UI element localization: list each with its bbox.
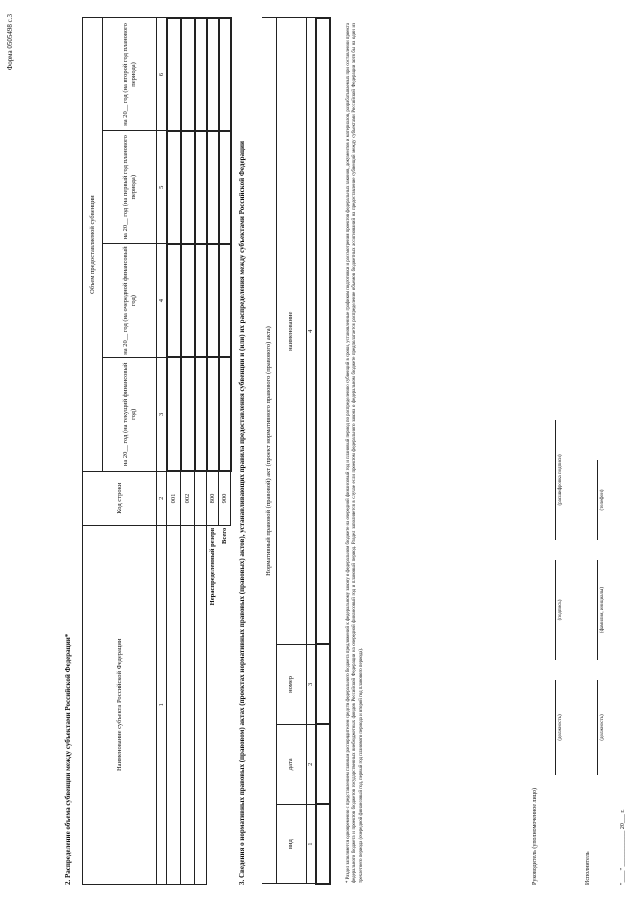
head-label: Руководитель (уполномоченное лицо) xyxy=(532,788,538,885)
head-position-caption: (должность) xyxy=(558,714,563,741)
value-cell[interactable] xyxy=(167,18,181,131)
value-cell[interactable] xyxy=(181,244,195,358)
header-act-group: Нормативный правовой (правовой) акт (проект нормативного правового (правового) акта) xyxy=(262,18,276,884)
total-code: 900 xyxy=(219,471,231,525)
header-year-next: на 20__ год (на очередной финансовый год) xyxy=(103,244,157,358)
header-date: дата xyxy=(276,724,306,804)
value-cell[interactable] xyxy=(167,244,181,358)
colnum-2: 2 xyxy=(306,724,316,804)
header-number: номер xyxy=(276,645,306,725)
value-cell[interactable] xyxy=(219,18,231,131)
head-decoding-caption: (расшифровка подписи) xyxy=(558,454,563,506)
value-cell[interactable] xyxy=(219,357,231,471)
value-cell[interactable] xyxy=(207,244,219,358)
normative-acts-table xyxy=(262,17,331,885)
head-signature-line[interactable] xyxy=(555,560,556,660)
section2-title: 2. Распределение объема субвенции между субъектами Российской Федерации* xyxy=(64,633,72,885)
act-type-cell[interactable] xyxy=(316,804,330,884)
colnum-6: 6 xyxy=(157,18,167,131)
value-cell[interactable] xyxy=(167,131,181,244)
colnum-5: 5 xyxy=(157,131,167,244)
reserve-row xyxy=(207,18,219,885)
colnum-4: 4 xyxy=(157,244,167,358)
colnum-2: 2 xyxy=(157,471,167,525)
reserve-label: Нераспределенный резерв xyxy=(207,525,219,884)
value-cell[interactable] xyxy=(195,357,207,471)
value-cell[interactable] xyxy=(219,244,231,358)
act-date-cell[interactable] xyxy=(316,724,330,804)
exec-phone-caption: (телефон) xyxy=(600,489,605,511)
colnum-1: 1 xyxy=(157,525,167,884)
spacer-cell xyxy=(195,525,207,884)
subject-name-cell[interactable] xyxy=(181,525,195,884)
header-year-current: на 20__ год (на текущий финансовый год) xyxy=(103,357,157,471)
value-cell[interactable] xyxy=(195,18,207,131)
header-name: наименование xyxy=(276,18,306,645)
value-cell[interactable] xyxy=(207,131,219,244)
table-row xyxy=(195,18,207,885)
act-name-cell[interactable] xyxy=(316,18,330,645)
form-code: Форма 0505498 с.3 xyxy=(6,14,14,71)
total-row xyxy=(219,18,231,885)
colnum-3: 3 xyxy=(306,645,316,725)
value-cell[interactable] xyxy=(207,357,219,471)
section3-title: 3. Сведения о нормативных правовых (правовом) актах (проектах нормативных правовых (правовых) актов), устанавливающих правила предоставления субвенции и (или) их распределения между субъектами Российской Федерации xyxy=(238,140,246,885)
exec-name-line[interactable] xyxy=(597,560,598,660)
head-decoding-line[interactable] xyxy=(555,420,556,540)
exec-position-caption: (должность) xyxy=(600,714,605,741)
colnum-3: 3 xyxy=(157,357,167,471)
colnum-1: 1 xyxy=(306,804,316,884)
value-cell[interactable] xyxy=(181,131,195,244)
value-cell[interactable] xyxy=(195,131,207,244)
header-year-plan2: на 20__ год (на второй год планового периода) xyxy=(103,18,157,131)
value-cell[interactable] xyxy=(181,18,195,131)
header-year-plan1: на 20__ год (на первый год планового периода) xyxy=(103,131,157,244)
header-row-code: Код строки xyxy=(83,471,157,525)
value-cell[interactable] xyxy=(207,18,219,131)
value-cell[interactable] xyxy=(181,357,195,471)
row-code-cell: 002 xyxy=(181,471,195,525)
subvention-distribution-table xyxy=(82,17,232,885)
subject-name-cell[interactable] xyxy=(167,525,181,884)
value-cell[interactable] xyxy=(195,244,207,358)
colnum-4: 4 xyxy=(306,18,316,645)
head-position-line[interactable] xyxy=(555,680,556,775)
act-number-cell[interactable] xyxy=(316,645,330,725)
header-volume-group: Объем предоставляемой субвенции xyxy=(83,18,103,471)
head-signature-caption: (подпись) xyxy=(558,599,563,621)
reserve-code: 800 xyxy=(207,471,219,525)
signature-date[interactable]: "____" ____________ 20___ г. xyxy=(620,809,626,885)
table-row xyxy=(316,18,330,884)
header-type: вид xyxy=(276,804,306,884)
executor-label: Исполнитель xyxy=(585,851,591,885)
exec-position-line[interactable] xyxy=(597,680,598,775)
value-cell[interactable] xyxy=(167,357,181,471)
exec-name-caption: (фамилия, инициалы) xyxy=(600,586,605,634)
row-code-cell: 001 xyxy=(167,471,181,525)
table-row xyxy=(167,18,181,885)
value-cell[interactable] xyxy=(219,131,231,244)
exec-phone-line[interactable] xyxy=(597,460,598,540)
header-subject-name: Наименование субъекта Российской Федерации xyxy=(83,525,157,884)
spacer-cell xyxy=(195,471,207,525)
footnote: * Раздел заполняется одновременно с представлением главным распорядителем средств федерального бюджета предложений к федеральному закону о федеральном бюджете на очередной финансовый год и плановый период по распределению субвенций в сроки, установленные графиком подготовки и рассмотрения проектов федеральных законов, документов и материалов, разрабатываемых при составлении проекта федерального бюджета и проектов бюджетов государственных внебюджетных фондов Российской Федерации на очередной финансовый год и плановый период. Раздел заполняется в случае если проектом федерального закона о федеральном бюджете предполагается распределение объемов бюджетных ассигнований на предоставление субвенций между субъектами Российской Федерации хотя бы на один из трехлетнего периода (очередной финансовый год, первый год планового периода и второй год планового периода). xyxy=(346,23,364,883)
table-row xyxy=(181,18,195,885)
total-label: Всего xyxy=(220,527,228,544)
